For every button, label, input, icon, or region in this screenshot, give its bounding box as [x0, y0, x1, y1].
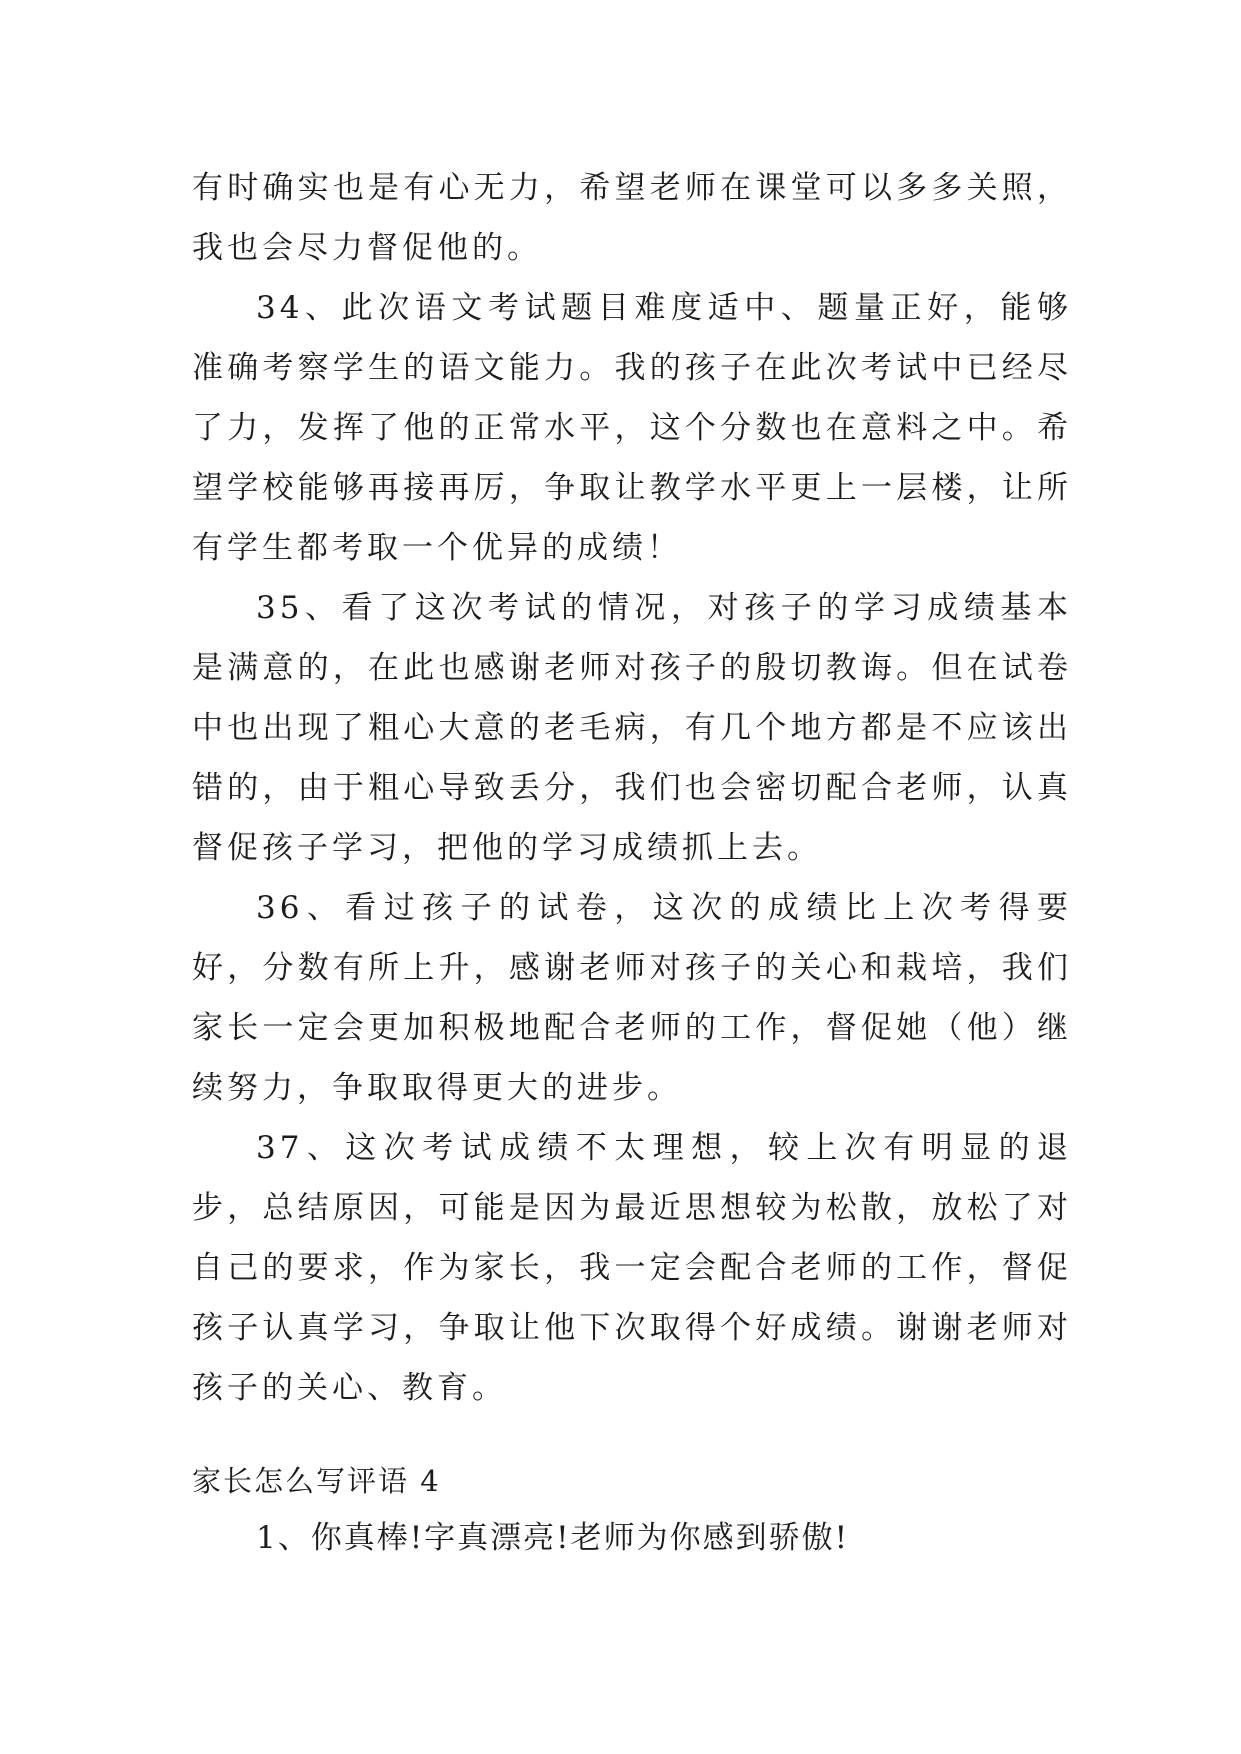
- paragraph-item-36: 36、看过孩子的试卷，这次的成绩比上次考得要好，分数有所上升，感谢老师对孩子的关心和栽培，我们家长一定会更加积极地配合老师的工作，督促她（他）继续努力，争取取得更大的进步。: [192, 890, 1072, 1106]
- document-body: [192, 158, 1072, 1568]
- paragraph-item-37: 37、这次考试成绩不太理想，较上次有明显的退步，总结原因，可能是因为最近思想较为松散，放松了对自己的要求，作为家长，我一定会配合老师的工作，督促孩子认真学习，争取让他下次取得个好成绩。谢谢老师对孩子的关心、教育。: [192, 1130, 1072, 1406]
- paragraph-item-35: 35、看了这次考试的情况，对孩子的学习成绩基本是满意的，在此也感谢老师对孩子的殷切教诲。但在试卷中也出现了粗心大意的老毛病，有几个地方都是不应该出错的，由于粗心导致丢分，我们也会密切配合老师，认真督促孩子学习，把他的学习成绩抓上去。: [192, 590, 1072, 866]
- section-heading: 家长怎么写评语 4: [192, 1464, 441, 1498]
- paragraph-continuation: 有时确实也是有心无力，希望老师在课堂可以多多关照，我也会尽力督促他的。: [192, 170, 1072, 266]
- list-item-1: 1、你真棒!字真漂亮!老师为你感到骄傲!: [256, 1520, 850, 1556]
- paragraph-item-34: 34、此次语文考试题目难度适中、题量正好，能够准确考察学生的语文能力。我的孩子在此次考试中已经尽了力，发挥了他的正常水平，这个分数也在意料之中。希望学校能够再接再厉，争取让教学水平更上一层楼，让所有学生都考取一个优异的成绩！: [192, 290, 1072, 566]
